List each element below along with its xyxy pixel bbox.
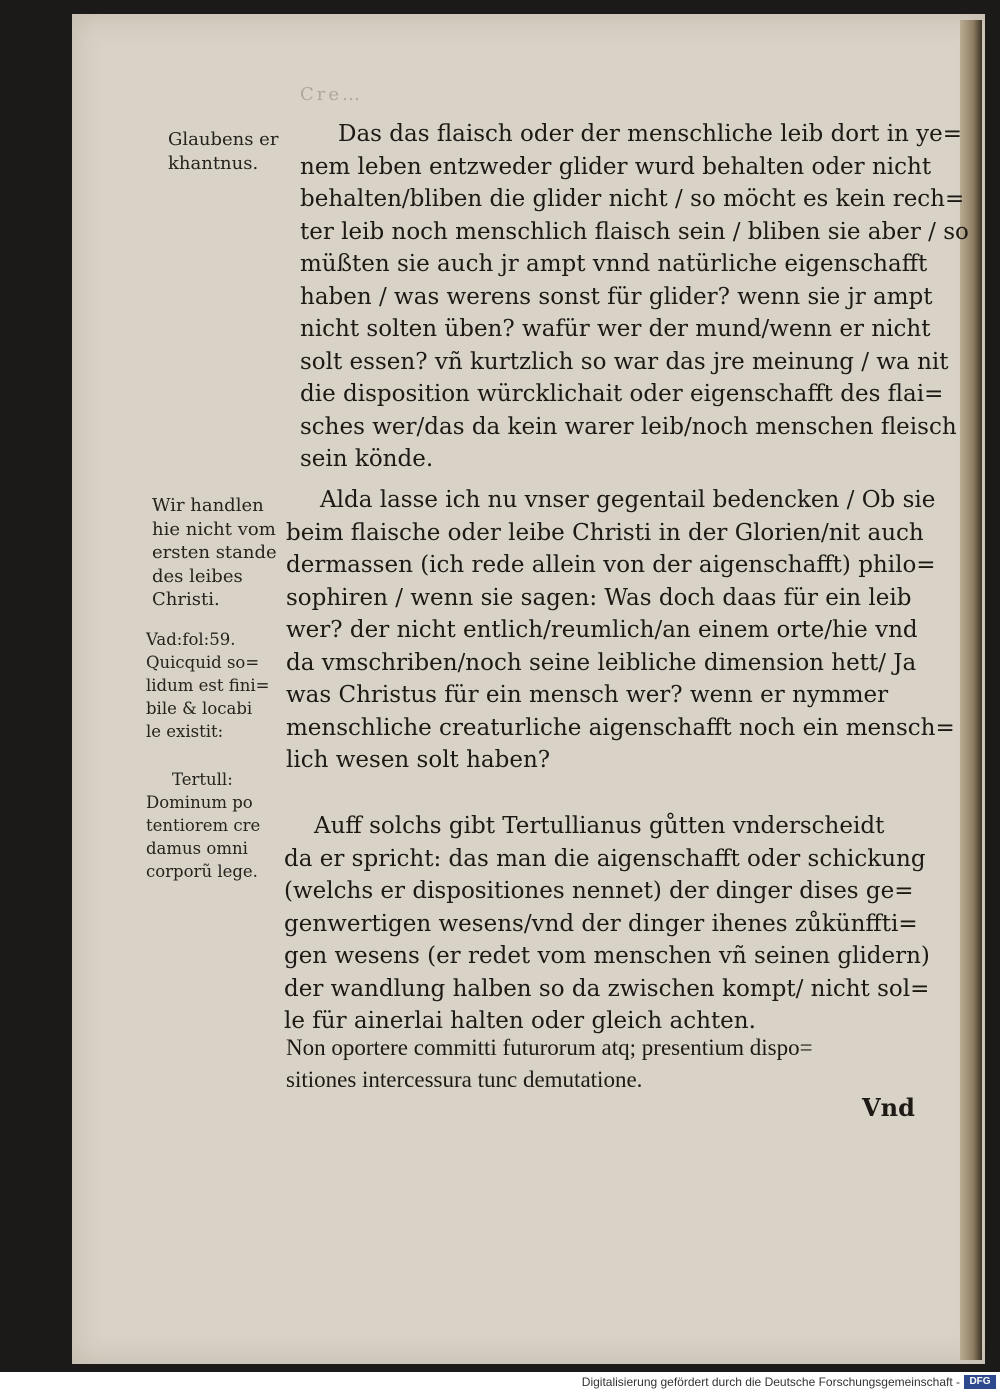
margin-line: le existit: xyxy=(146,722,224,741)
margin-line: Wir handlen xyxy=(152,495,264,516)
margin-line: corporũ lege. xyxy=(146,862,258,881)
text-line: müßten sie auch jr ampt vnnd natürliche eigenschafft xyxy=(300,251,928,277)
text-line: solt essen? vñ kurtzlich so war das jre meinung / wa nit xyxy=(300,348,949,375)
text-line: wer? der nicht entlich/reumlich/an einem orte/hie vnd xyxy=(286,617,918,643)
text-line: nicht solten üben? wafür wer der mund/wenn er nicht xyxy=(300,316,931,342)
margin-line: Tertull: xyxy=(172,770,233,789)
margin-line: Quicquid so= xyxy=(146,653,260,672)
text-line: dermassen (ich rede allein von der aigenschafft) philo= xyxy=(286,552,936,578)
margin-line: bile & locabi xyxy=(146,699,253,718)
text-line: da vmschriben/noch seine leibliche dimension hett/ Ja xyxy=(286,649,917,676)
text-line: ter leib noch menschlich flaisch sein / bliben sie aber / so xyxy=(300,218,969,245)
margin-note-2 xyxy=(152,494,277,612)
text-line: sophiren / wenn sie sagen: Was doch daas für ein leib xyxy=(286,584,912,611)
text-line: behalten/bliben die glider nicht / so möcht es kein rech= xyxy=(300,186,965,212)
margin-line: damus omni xyxy=(146,839,248,858)
running-head: Cre… xyxy=(300,84,364,105)
text-line: Alda lasse ich nu vnser gegentail bedencken / Ob sie xyxy=(320,487,936,513)
footer-credit: Digitalisierung gefördert durch die Deutsche Forschungsgemeinschaft - xyxy=(581,1375,960,1389)
text-line: die disposition würcklichait oder eigenschafft des flai= xyxy=(300,381,944,407)
paragraph-3 xyxy=(284,810,930,1038)
latin-quotation xyxy=(286,1032,813,1096)
margin-citation-vad xyxy=(146,628,269,743)
catchword: Vnd xyxy=(862,1093,915,1122)
text-line: Das das flaisch oder der menschliche leib dort in ye= xyxy=(338,121,963,147)
margin-line: lidum est fini= xyxy=(146,676,270,695)
text-line: gen wesens (er redet vom menschen vñ seinen glidern) xyxy=(284,943,930,969)
margin-line: khantnus. xyxy=(168,152,259,174)
text-line: haben / was werens sonst für glider? wenn sie jr ampt xyxy=(300,283,933,310)
text-line: der wandlung halben so da zwischen kompt/ nicht sol= xyxy=(284,975,930,1002)
text-line: nem leben entzweder glider wurd behalten oder nicht xyxy=(300,153,932,180)
text-line: le für ainerlai halten oder gleich achten. xyxy=(284,1008,756,1034)
margin-line: hie nicht vom xyxy=(152,518,276,540)
text-line: da er spricht: das man die aigenschafft oder schickung xyxy=(284,845,926,872)
margin-line: ersten stande xyxy=(152,542,277,563)
text-line: lich wesen solt haben? xyxy=(286,747,551,773)
margin-line: tentiorem cre xyxy=(146,816,261,835)
text-line: sein könde. xyxy=(300,446,434,472)
margin-line: Glaubens er xyxy=(168,129,279,150)
text-line: sitiones intercessura tunc demutatione. xyxy=(286,1067,643,1092)
margin-line: des leibes xyxy=(152,565,243,587)
text-line: beim flaische oder leibe Christi in der Glorien/nit auch xyxy=(286,519,924,546)
text-line: menschliche creaturliche aigenschafft noch ein mensch= xyxy=(286,714,955,741)
text-line: Non oportere committi futurorum atq; presentium dispo= xyxy=(286,1035,813,1060)
footer xyxy=(0,1372,1000,1393)
paragraph-1 xyxy=(300,118,969,476)
paragraph-2 xyxy=(286,484,955,777)
margin-note-1 xyxy=(168,128,278,175)
margin-citation-tertull xyxy=(146,768,260,883)
text-line: sches wer/das da kein warer leib/noch menschen fleisch xyxy=(300,413,957,440)
text-line: Auff solchs gibt Tertullianus gůtten vnderscheidt xyxy=(314,813,885,839)
text-line: (welchs er dispositiones nennet) der dinger dises ge= xyxy=(284,878,914,904)
margin-line: Christi. xyxy=(152,589,220,610)
margin-line: Dominum po xyxy=(146,793,253,812)
text-line: was Christus für ein mensch wer? wenn er nymmer xyxy=(286,682,889,708)
text-line: genwertigen wesens/vnd der dinger ihenes zůkünffti= xyxy=(284,910,918,937)
dfg-logo: DFG xyxy=(964,1375,996,1389)
margin-line: Vad:fol:59. xyxy=(146,630,236,649)
